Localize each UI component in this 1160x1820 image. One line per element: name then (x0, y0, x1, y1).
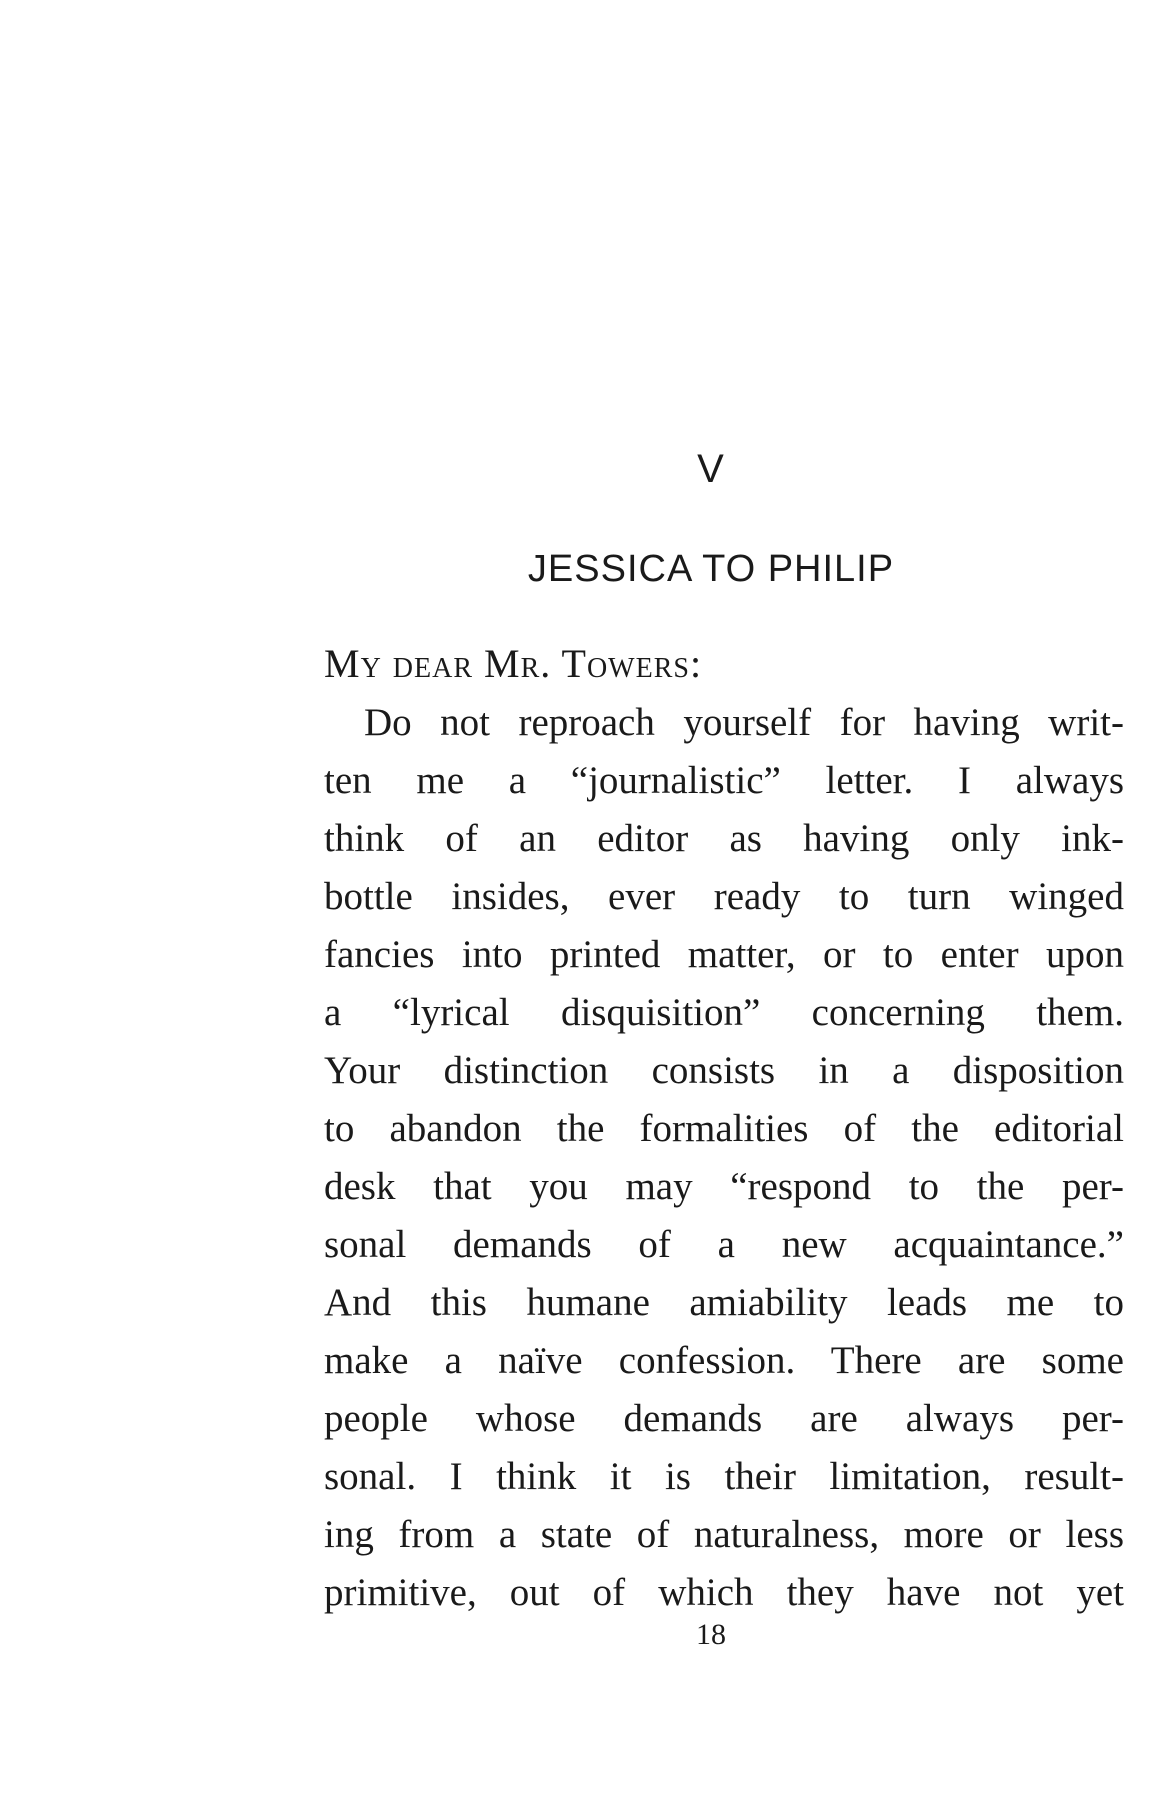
text-line: make a naïve confession. There are some (324, 1339, 1124, 1382)
text-line: primitive, out of which they have not yet (324, 1571, 1124, 1614)
page-number: 18 (696, 1618, 726, 1651)
text-line: think of an editor as having only ink- (324, 817, 1124, 860)
text-line: Your distinction consists in a disposition (324, 1049, 1124, 1092)
text-line: sonal demands of a new acquaintance.” (324, 1223, 1124, 1266)
text-line: And this humane amiability leads me to (324, 1281, 1124, 1324)
letter-salutation (324, 640, 702, 687)
text-line: Do not reproach yourself for having writ- (364, 701, 1124, 744)
letter-body (324, 694, 1124, 1622)
text-line: people whose demands are always per- (324, 1397, 1124, 1440)
salutation-text: My dear Mr. Towers: (324, 641, 703, 686)
chapter-title: JESSICA TO PHILIP (527, 548, 895, 590)
text-line: ten me a “journalistic” letter. I always (324, 759, 1124, 802)
text-line: a “lyrical disquisition” concerning them. (324, 991, 1124, 1034)
chapter-numeral: V (697, 447, 725, 491)
text-line: ing from a state of naturalness, more or less (324, 1513, 1124, 1556)
text-line: to abandon the formalities of the editorial (324, 1107, 1124, 1150)
text-line: sonal. I think it is their limitation, result- (324, 1455, 1124, 1498)
text-line: fancies into printed matter, or to enter upon (324, 933, 1124, 976)
text-line: bottle insides, ever ready to turn winged (324, 875, 1124, 918)
text-line: desk that you may “respond to the per- (324, 1165, 1124, 1208)
